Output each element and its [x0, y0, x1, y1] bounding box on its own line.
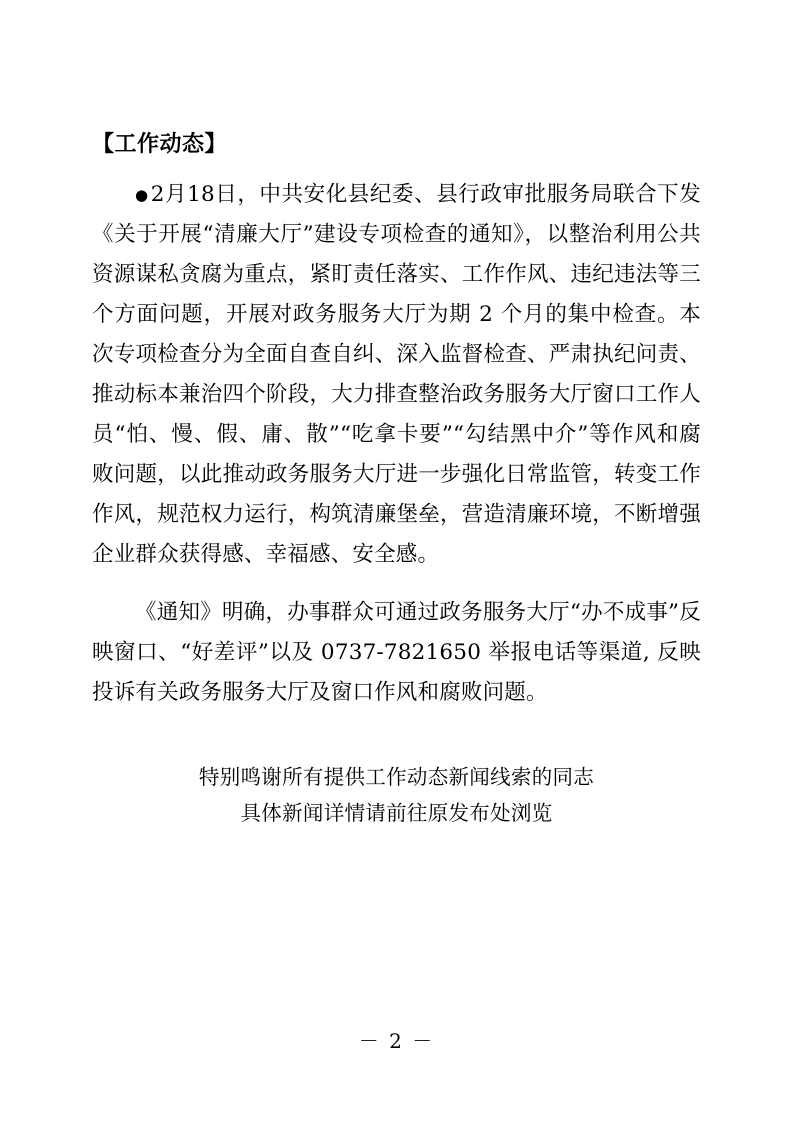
page-title: 【工作动态】: [92, 132, 228, 157]
paragraph-notice-details: [92, 593, 701, 713]
paragraph-text: 2月18日，中共安化县纪委、县行政审批服务局联合下发《关于开展“清廉大厅”建设专项检查的通知》，以整治利用公共资源谋私贪腐为重点，紧盯责任落实、工作作风、违纪违法等三个方面问题，开展对政务服务大厅为期 2 个月的集中检查。本次专项检查分为全面自查自纠、深入监督检查、严肃执纪问责、推动标本兼治四个阶段，大力排查整治政务服务大厅窗口工作人员“怕、慢、假、庸、散”“吃拿卡要”“勾结黑中介”等作风和腐败问题，以此推动政务服务大厅进一步强化日常监管，转变工作作风，规范权力运行，构筑清廉堡垒，营造清廉环境，不断增强企业群众获得感、幸福感、安全感。: [92, 181, 701, 567]
paragraph-work-dynamics: [92, 175, 701, 575]
bullet-icon: ●: [135, 185, 149, 204]
closing-line-source: 具体新闻详情请前往原发布处浏览: [240, 800, 553, 825]
closing-line-thanks: 特别鸣谢所有提供工作动态新闻线索的同志: [198, 764, 595, 789]
page-number: － 2 －: [358, 1029, 435, 1053]
closing-block: [92, 759, 701, 831]
paragraph-text: 《通知》明确，办事群众可通过政务服务大厅“办不成事”反映窗口、“好差评”以及 0737-7821650 举报电话等渠道, 反映投诉有关政务服务大厅及窗口作风和腐败问题。: [92, 599, 701, 705]
